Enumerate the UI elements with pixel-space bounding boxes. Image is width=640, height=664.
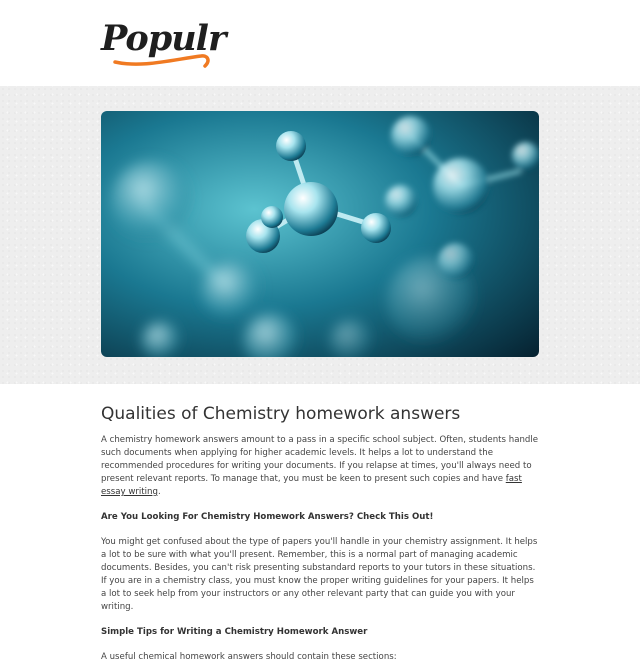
populr-logo[interactable]	[101, 14, 226, 74]
paragraph-guidelines: If you are in a chemistry class, you must know the proper writing guidelines for your papers. It helps a lot to seek help from your instructors or any other relevant party that can guide you with your writing.	[101, 576, 534, 612]
section-heading-check-this-out: Are You Looking For Chemistry Homework Answers? Check This Out!	[101, 512, 434, 522]
article-title: Qualities of Chemistry homework answers	[101, 404, 461, 424]
logo-text: Populr	[101, 18, 226, 59]
paragraph-confusion: You might get confused about the type of papers you'll handle in your chemistry assignment. It helps a lot to be sure with what you'll present. Remember, this is a normal part of managing academic documents. Besides, you can't risk presenting substandard reports to your tutors in these situations.	[101, 537, 538, 573]
fast-essay-writing-link[interactable]: fast essay writing	[101, 474, 522, 497]
intro-text: A chemistry homework answers amount to a pass in a specific school subject. Often, students handle such documents when applying for higher academic levels. It helps a lot to understand the recommended procedures for writing your documents. If you relapse at times, you'll always need to present relevant reports. To manage that, you must be keen to present such copies and have	[101, 435, 539, 484]
molecule-hero-image	[101, 111, 539, 357]
intro-end: .	[157, 487, 161, 497]
intro-paragraph	[101, 434, 541, 499]
article	[101, 404, 541, 664]
site-header	[0, 0, 640, 86]
section-heading-simple-tips: Simple Tips for Writing a Chemistry Homework Answer	[101, 627, 368, 637]
paragraph-sections: A useful chemical homework answers should contain these sections:	[101, 652, 397, 662]
hero-band	[0, 86, 640, 384]
